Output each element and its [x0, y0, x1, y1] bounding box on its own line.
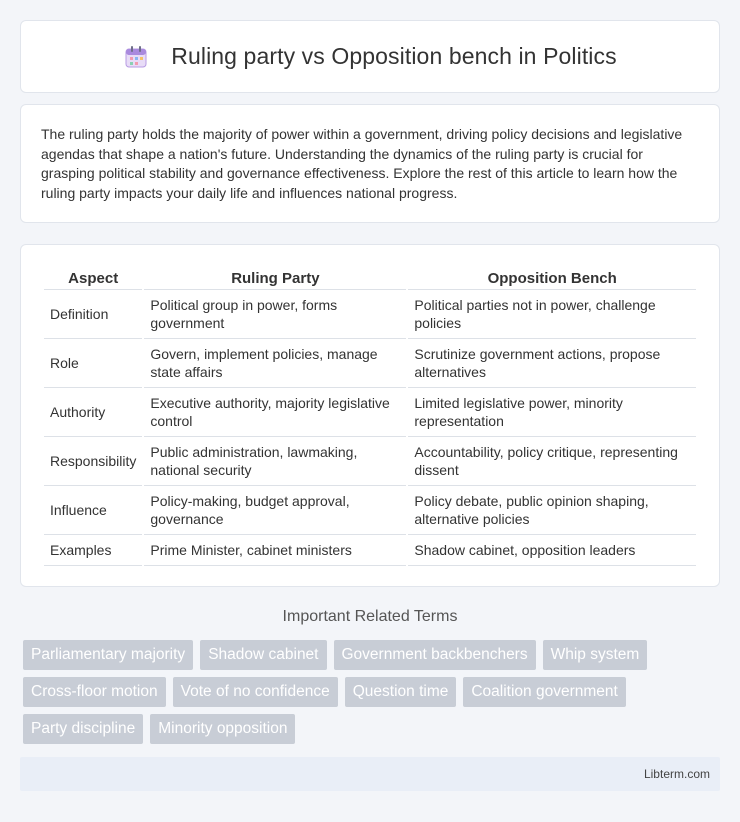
- related-terms-title: Important Related Terms: [282, 608, 458, 625]
- cell-ruling-party: Political group in power, forms government: [144, 290, 406, 339]
- related-term-tag[interactable]: Cross-floor motion: [23, 677, 166, 707]
- cell-opposition-bench: Scrutinize government actions, propose alternatives: [408, 339, 696, 388]
- cell-aspect: Definition: [44, 290, 142, 339]
- related-term-tag[interactable]: Parliamentary majority: [23, 640, 193, 670]
- table-row: [44, 339, 696, 388]
- cell-opposition-bench: Policy debate, public opinion shaping, alternative policies: [408, 486, 696, 535]
- cell-ruling-party: Policy-making, budget approval, governance: [144, 486, 406, 535]
- footer: [20, 757, 720, 791]
- cell-opposition-bench: Shadow cabinet, opposition leaders: [408, 535, 696, 566]
- table-row: [44, 388, 696, 437]
- cell-aspect: Authority: [44, 388, 142, 437]
- footer-site-link[interactable]: Libterm.com: [643, 767, 710, 781]
- related-term-tag[interactable]: Question time: [345, 677, 457, 707]
- cell-opposition-bench: Accountability, policy critique, representing dissent: [408, 437, 696, 486]
- comparison-table-card: [20, 244, 720, 587]
- related-term-tag[interactable]: Government backbenchers: [334, 640, 536, 670]
- cell-opposition-bench: Political parties not in power, challenge policies: [408, 290, 696, 339]
- calendar-icon: [123, 44, 149, 70]
- column-header-ruling-party: Ruling Party: [144, 265, 406, 290]
- cell-aspect: Responsibility: [44, 437, 142, 486]
- intro-card: [20, 104, 720, 223]
- cell-ruling-party: Govern, implement policies, manage state affairs: [144, 339, 406, 388]
- cell-aspect: Examples: [44, 535, 142, 566]
- intro-text: The ruling party holds the majority of power within a government, driving policy decisions and legislative agendas that shape a nation's future. Understanding the dynamics of the ruling party is crucial for grasping political stability and governance effectiveness. Explore the rest of this article to learn how the ruling party impacts your daily life and influences national progress.: [41, 126, 683, 201]
- cell-ruling-party: Prime Minister, cabinet ministers: [144, 535, 406, 566]
- cell-aspect: Influence: [44, 486, 142, 535]
- table-row: [44, 290, 696, 339]
- comparison-table: [42, 265, 698, 566]
- page-title: Ruling party vs Opposition bench in Politics: [171, 43, 617, 69]
- table-row: [44, 535, 696, 566]
- table-row: [44, 486, 696, 535]
- cell-ruling-party: Public administration, lawmaking, national security: [144, 437, 406, 486]
- related-term-tag[interactable]: Party discipline: [23, 714, 143, 744]
- related-term-tag[interactable]: Minority opposition: [150, 714, 295, 744]
- cell-ruling-party: Executive authority, majority legislative control: [144, 388, 406, 437]
- column-header-opposition-bench: Opposition Bench: [408, 265, 696, 290]
- related-term-tag[interactable]: Whip system: [543, 640, 648, 670]
- table-header-row: [44, 265, 696, 290]
- cell-aspect: Role: [44, 339, 142, 388]
- table-row: [44, 437, 696, 486]
- cell-opposition-bench: Limited legislative power, minority representation: [408, 388, 696, 437]
- related-terms-list: [23, 640, 723, 751]
- related-term-tag[interactable]: Coalition government: [463, 677, 625, 707]
- related-term-tag[interactable]: Vote of no confidence: [173, 677, 338, 707]
- header-card: [20, 20, 720, 93]
- column-header-aspect: Aspect: [44, 265, 142, 290]
- related-term-tag[interactable]: Shadow cabinet: [200, 640, 326, 670]
